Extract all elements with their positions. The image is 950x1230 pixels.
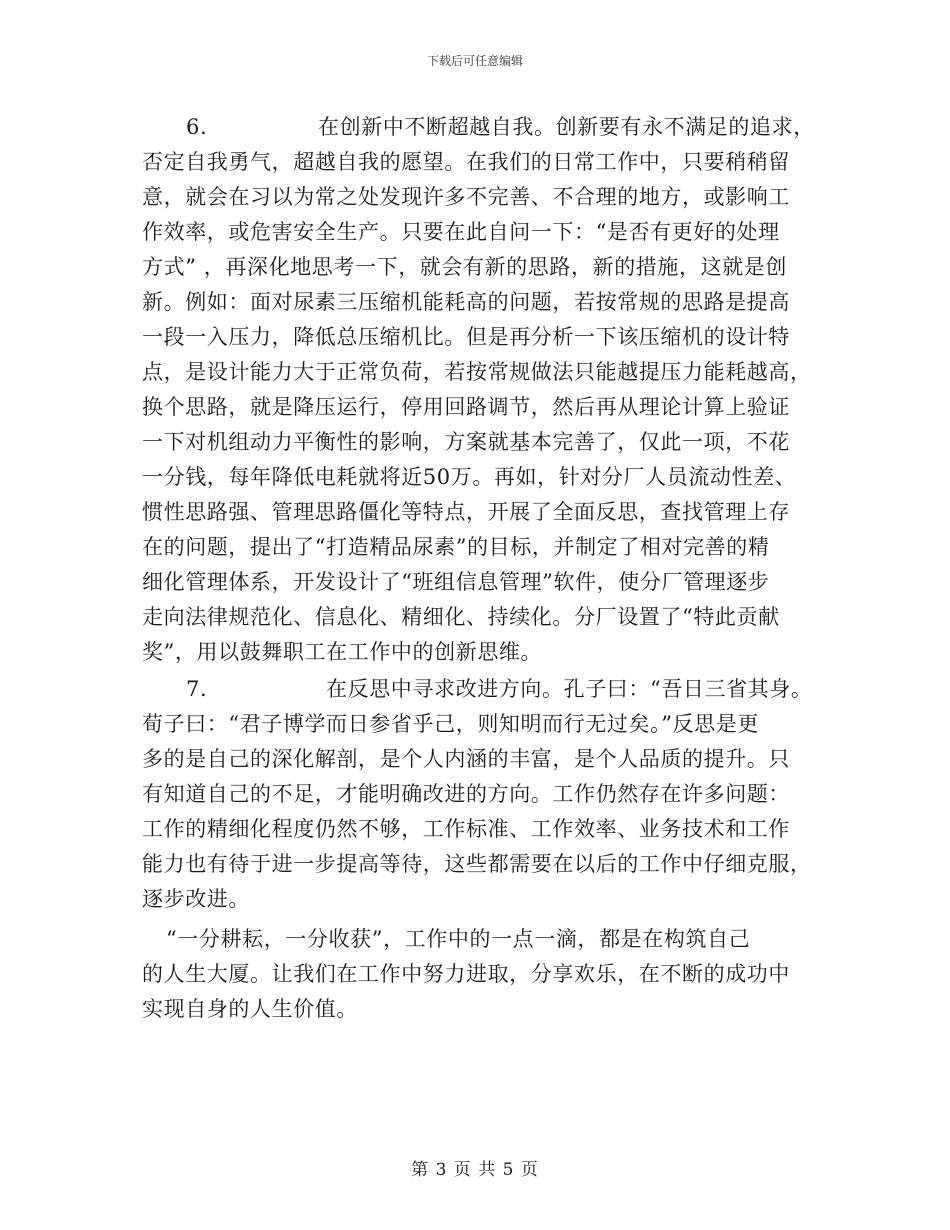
section-6-line: 奖”，用以鼓舞职工在工作中的创新思维。 [142,640,543,664]
section-7-number: 7. [186,677,208,701]
page-footer: 第 3 页 共 5 页 [411,1160,539,1180]
section-6-number: 6. [186,115,208,139]
closing-line: 实现自身的人生价值。 [142,997,358,1021]
section-6-line: 在创新中不断超越自我。创新要有永不满足的追求， [318,115,815,139]
section-7-line: 工作的精细化程度仍然不够，工作标准、工作效率、业务技术和工作 [142,817,790,841]
section-6-line: 走向法律规范化、信息化、精细化、持续化。分厂设置了“特此贡献 [142,605,780,629]
section-6-line: 一下对机组动力平衡性的影响，方案就基本完善了，仅此一项，不花 [142,430,790,454]
closing-line: 的人生大厦。让我们在工作中努力进取，分享欢乐，在不断的成功中 [142,962,790,986]
section-6-line: 细化管理体系，开发设计了“班组信息管理”软件，使分厂管理逐步 [142,570,770,594]
section-6-line: 新。例如：面对尿素三压缩机能耗高的问题，若按常规的思路是提高 [142,290,790,314]
closing-line: “一分耕耘，一分收获”，工作中的一点一滴，都是在构筑自己 [166,927,751,951]
section-7-line: 多的是自己的深化解剖，是个人内涵的丰富，是个人品质的提升。只 [142,747,790,771]
section-6-line: 否定自我勇气，超越自我的愿望。在我们的日常工作中，只要稍稍留 [142,150,790,174]
section-7-line: 有知道自己的不足，才能明确改进的方向。工作仍然存在许多问题： [142,782,790,806]
section-6-line: 方式” ，再深化地思考一下，就会有新的思路，新的措施，这就是创 [142,255,788,279]
section-6-line: 惯性思路强、管理思路僵化等特点，开展了全面反思，查找管理上存 [142,500,790,524]
section-6-line: 点，是设计能力大于正常负荷，若按常规做法只能越提压力能耗越高， [142,360,812,384]
section-7-line: 在反思中寻求改进方向。孔子曰：“吾日三省其身。 [326,677,813,701]
section-6-line: 换个思路，就是降压运行，停用回路调节，然后再从理论计算上验证 [142,395,790,419]
section-7-line: 逐步改进。 [142,887,250,911]
section-6-line: 意，就会在习以为常之处发现许多不完善、不合理的地方，或影响工 [142,185,790,209]
section-6-line: 一分钱，每年降低电耗就将近50万。再如，针对分厂人员流动性差、 [142,465,797,489]
section-6-line: 在的问题，提出了“打造精品尿素”的目标，并制定了相对完善的精 [142,535,770,559]
section-6-line: 作效率，或危害安全生产。只要在此自问一下：“是否有更好的处理 [142,220,780,244]
section-7-line: 荀子曰：“君子博学而日参省乎己，则知明而行无过矣。”反思是更 [142,712,759,736]
section-7-line: 能力也有待于进一步提高等待，这些都需要在以后的工作中仔细克服， [142,852,812,876]
page-header: 下载后可任意编辑 [426,54,523,68]
section-6-line: 一段一入压力，降低总压缩机比。但是再分析一下该压缩机的设计特 [142,325,790,349]
